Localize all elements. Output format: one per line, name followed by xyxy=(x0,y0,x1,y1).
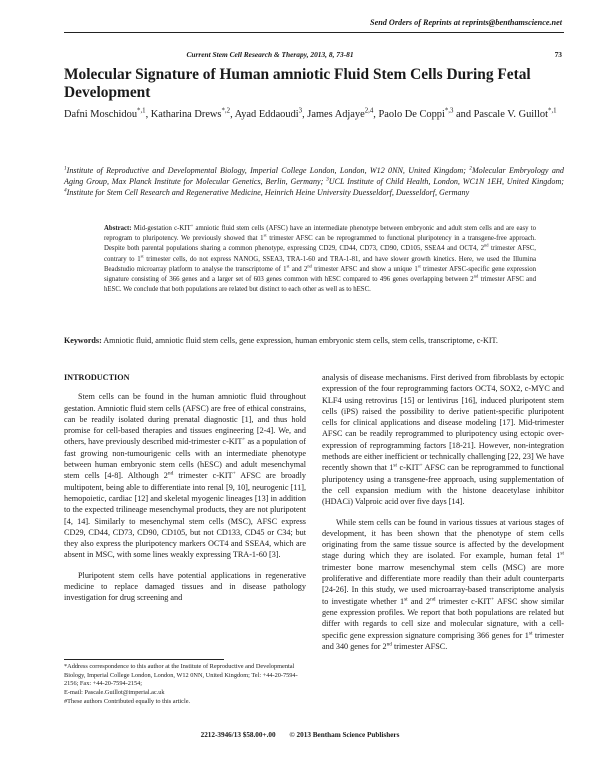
abstract: Abstract: Mid-gestation c-KIT+ amniotic fluid stem cells (AFSC) have an intermediate phenotype between embryonic and adult stem cells and are easy to reprogram to pluripotency. We previously showed that 1st trimester AFSC can be reprogrammed to functional pluripotency in a transgene-free approach. Despite both parental populations sharing a common phenotype, expressing CD29, CD44, CD73, CD90, CD105, SSEA4 and OCT4, 2nd trimester AFSC, contrary to 1st trimester cells, do not express NANOG, SSEA3, TRA-1-60 and TRA-1-81, and have slower growth kinetics. Here, we used the Illumina Beadstudio microarray platform to analyse the transcriptome of 1st and 2nd trimester AFSC and show a unique 1st trimester AFSC-specific gene expression signature consisting of 366 genes and a larger set of 603 genes common with hESC compared to 496 genes overlapping between 2nd trimester AFSC and hESC. We conclude that both populations are related but distinct to each other as well as to hESC. xyxy=(104,222,537,294)
footnote-rule xyxy=(64,659,224,660)
paragraph: analysis of disease mechanisms. First derived from fibroblasts by ectopic expression of the four reprogramming factors OCT4, SOX2, c-MYC and KLF4 using retrovirus [15] or lentivirus [16], induced pluripotent stem cells (iPS) raised the possibility to derive patient-specific pluripotent cells for clinical applications and disease modeling [17]. Mid-trimester AFSC can be readily reprogrammed to pluripotency using ectopic over-expression of reprogramming factors [18-21]. However, non-integration methods are either inefficient or technically challenging [22, 23] We have recently shown that 1st c-KIT+ AFSC can be reprogrammed to functional pluripotency using a transgene-free approach, using supplementation of the cell expansion medium with the histone deacetylase inhibitor (HDACi) Valproic acid over five days [14]. xyxy=(322,373,564,507)
page-footer xyxy=(0,731,600,739)
keywords: Keywords: Amniotic fluid, amniotic fluid stem cells, gene expression, human embryonic stem cells, stem cells, transcriptome, c-KIT. xyxy=(64,336,498,345)
paragraph: While stem cells can be found in various tissues at various stages of development, it has been shown that the phenotype of stem cells originating from the same tissue source is affected by the development stage during which they are isolated. For example, human fetal 1st trimester bone marrow mesenchymal stem cells (MSC) are more proliferative and differentiate more readily than their adult counterparts [24-26]. In this study, we used microarray-based transcriptome analysis to investigate whether 1st and 2nd trimester c-KIT+ AFSC show similar gene expression profiles. We report that both populations are related but differ with regards to cell size and molecular signature, with a cell-specific gene expression signature comprising 366 genes for 1st trimester and 340 genes for 2nd trimester AFSC. xyxy=(322,517,564,651)
page-number: 73 xyxy=(554,50,562,59)
paragraph: Stem cells can be found in the human amniotic fluid throughout gestation. Amniotic fluid stem cells (AFSC) are free of ethical constrains, can be readily isolated during prenatal diagnostic [1], and thus hold promise for cell-based therapies and tissues engineering [2-4]. We, and others, have previously described mid-trimester c-KIT+ as a population of fast growing non-tumourigenic cells with an intermediate phenotype between human embryonic stem cells (hESC) and adult mesenchymal stem cells [4-8]. Although 2nd trimester c-KIT+ AFSC are broadly multipotent, being able to differentiate into renal [9, 10], neurogenic [11], hemopoietic, cardiac [12] and skeletal myogenic lineages [13] in addition to the expected trilineage mesenchymal products, they are not pluripotent [4, 14]. Similarly to mesenchymal stem cells (MSC), AFSC express CD29, CD44, CD73, CD90, CD105, but not CD133, CD45 or C34; but they also express the pluripotency markers OCT4 and SSEA4, which are absent in MSC, with some lines weakly expressing TRA-1-60 [3]. xyxy=(64,392,306,560)
keywords-label: Keywords: xyxy=(64,336,102,345)
correspondence-footnote: *Address correspondence to this author at the Institute of Reproductive and Developmental Biology, Imperial College London, London, W12 0NN, United Kingdom; Tel: +44-20-7594-2156; Fax: +44-20-7594-2154; E-mail: Pascale.Guillot@imperial.ac.uk #These authors Contributed equally to this article. xyxy=(64,663,306,707)
right-column xyxy=(322,372,564,652)
affiliations: $^1$Institute of Reproductive and Developmental Biology, Imperial College London, London, W12 0NN, United Kingdom; $^2$Molecular Embryology and Aging Group, Max Planck Institute for Molecular Genetics, Berlin, Germany; $^3$UCL Institute of Child Health, London, WC1N 1EH, United Kingdom; $^4$Institute for Stem Cell Research and Regenerative Medicine, Heinrich Heine University Duesseldorf, Duesseldorf, Germany xyxy=(64,165,564,197)
copyright: © 2013 Bentham Science Publishers xyxy=(289,731,400,739)
header-rule xyxy=(64,32,564,33)
author: Dafni Moschidou xyxy=(64,109,138,120)
section-heading: INTRODUCTION xyxy=(64,373,130,382)
journal-citation: Current Stem Cell Research & Therapy, 2013, 8, 73-81 xyxy=(186,50,354,59)
issn: 2212-3946/13 $58.00+.00 xyxy=(200,731,276,739)
left-column xyxy=(64,372,306,604)
email-link[interactable]: E-mail: Pascale.Guillot@imperial.ac.uk xyxy=(64,689,165,697)
paragraph: Pluripotent stem cells have potential applications in regenerative medicine to replace damaged tissues and in disease pathology investigation for drug screening and xyxy=(64,570,306,603)
reprint-notice: Send Orders of Reprints at reprints@benthamscience.net xyxy=(370,18,562,27)
author-list: Dafni Moschidou$^{*,1}$, Katharina Drews$^{*,2}$, Ayad Eddaoudi$^3$, James Adjaye$^{2,4}$, Paolo De Coppi$^{*,3}$ and Pascale V. Guillot$^{*,1}$ xyxy=(64,107,557,120)
article-title: Molecular Signature of Human amniotic Fluid Stem Cells During Fetal Development xyxy=(64,66,531,101)
abstract-label: Abstract: xyxy=(104,225,132,232)
